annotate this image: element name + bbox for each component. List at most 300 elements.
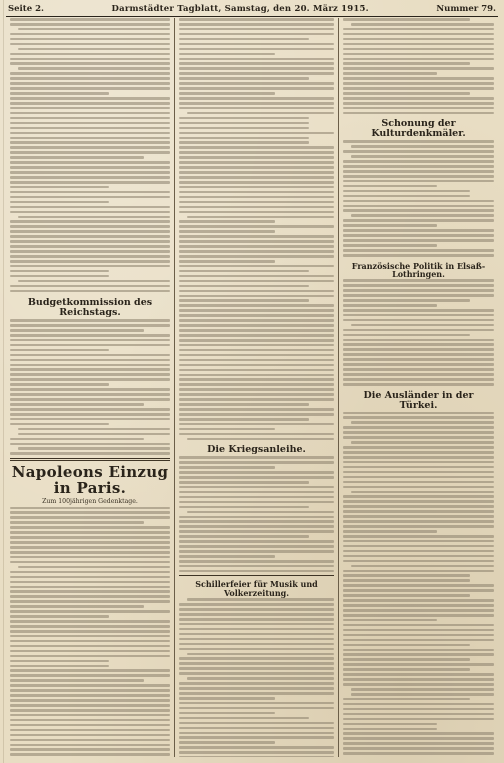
text-line bbox=[10, 137, 170, 140]
text-line bbox=[343, 614, 494, 617]
text-line bbox=[343, 530, 437, 533]
text-line bbox=[179, 471, 334, 474]
text-line bbox=[343, 555, 494, 558]
text-line bbox=[179, 127, 309, 130]
text-line bbox=[343, 339, 494, 342]
text-line bbox=[343, 363, 494, 366]
text-line bbox=[10, 665, 109, 668]
text-line bbox=[187, 653, 334, 656]
text-line bbox=[343, 378, 494, 381]
text-line bbox=[179, 525, 334, 528]
text-line bbox=[10, 729, 170, 732]
text-line bbox=[179, 324, 334, 327]
text-line bbox=[179, 206, 334, 209]
text-line bbox=[179, 304, 334, 307]
text-line bbox=[343, 545, 494, 548]
text-line bbox=[10, 536, 170, 539]
text-line bbox=[10, 235, 170, 238]
text-line bbox=[343, 629, 494, 632]
text-line bbox=[179, 295, 334, 298]
text-line bbox=[10, 18, 170, 21]
column-1-text-top bbox=[10, 18, 170, 292]
column-1-text-mid bbox=[10, 319, 170, 455]
text-line bbox=[179, 82, 334, 85]
text-line bbox=[343, 495, 494, 498]
column-2 bbox=[174, 18, 338, 757]
text-line bbox=[10, 23, 170, 26]
text-line bbox=[343, 584, 494, 587]
text-line bbox=[10, 645, 170, 648]
text-line bbox=[343, 456, 494, 459]
text-line bbox=[10, 240, 170, 243]
text-line bbox=[10, 225, 170, 228]
text-line bbox=[179, 58, 334, 61]
text-line bbox=[10, 660, 109, 663]
text-line bbox=[179, 378, 334, 381]
text-line bbox=[18, 428, 170, 431]
text-line bbox=[10, 196, 170, 199]
column-1 bbox=[6, 18, 174, 757]
text-line bbox=[179, 132, 334, 135]
napoleon-heading: Napoleons Einzug in Paris. bbox=[11, 463, 169, 497]
text-line bbox=[10, 655, 170, 658]
text-line bbox=[343, 678, 494, 681]
text-line bbox=[343, 353, 494, 356]
text-line bbox=[10, 230, 170, 233]
text-line bbox=[10, 97, 170, 100]
text-line bbox=[343, 224, 437, 227]
column-3-text-top bbox=[343, 18, 494, 114]
text-line bbox=[179, 186, 334, 189]
text-line bbox=[179, 618, 334, 621]
text-line bbox=[10, 58, 170, 61]
text-line bbox=[179, 319, 334, 322]
text-line bbox=[10, 724, 170, 727]
text-line bbox=[10, 595, 170, 598]
text-line bbox=[10, 250, 170, 253]
text-line bbox=[10, 285, 170, 288]
text-line bbox=[10, 423, 109, 426]
text-line bbox=[10, 107, 170, 110]
text-line bbox=[343, 653, 494, 656]
text-line bbox=[179, 722, 334, 725]
text-line bbox=[10, 689, 170, 692]
text-line bbox=[179, 712, 275, 715]
text-line bbox=[179, 280, 334, 283]
text-line bbox=[179, 102, 334, 105]
text-line bbox=[10, 151, 170, 154]
text-line bbox=[179, 736, 334, 739]
text-line bbox=[343, 368, 494, 371]
text-line bbox=[179, 137, 309, 140]
text-line bbox=[351, 565, 494, 568]
text-line bbox=[343, 150, 494, 153]
text-line bbox=[343, 461, 494, 464]
text-line bbox=[179, 309, 334, 312]
text-line bbox=[343, 500, 494, 503]
text-line bbox=[179, 383, 334, 386]
text-line bbox=[10, 77, 170, 80]
kriegsanleihe-heading: Die Kriegsanleihe. bbox=[207, 444, 306, 456]
text-line bbox=[10, 364, 170, 367]
text-line bbox=[179, 657, 334, 660]
text-line bbox=[343, 412, 494, 415]
text-line bbox=[343, 510, 494, 513]
text-line bbox=[179, 92, 275, 95]
text-line bbox=[187, 112, 334, 115]
text-line bbox=[179, 388, 334, 391]
napoleon-subheading: Zum 100jährigen Gedenktage. bbox=[42, 497, 138, 505]
text-line bbox=[343, 481, 494, 484]
text-line bbox=[10, 181, 170, 184]
text-line bbox=[10, 324, 170, 327]
text-line bbox=[351, 688, 494, 691]
text-line bbox=[179, 476, 334, 479]
text-line bbox=[179, 211, 334, 214]
text-line bbox=[10, 112, 170, 115]
text-line bbox=[10, 556, 170, 559]
text-line bbox=[179, 166, 334, 169]
text-line bbox=[10, 206, 170, 209]
text-line bbox=[343, 579, 470, 582]
text-line bbox=[179, 201, 334, 204]
text-line bbox=[179, 662, 334, 665]
text-line bbox=[10, 359, 170, 362]
text-line bbox=[10, 541, 170, 544]
newspaper-dateline: Darmstädter Tagblatt, Samstag, den 20. März 1915. bbox=[111, 4, 369, 14]
text-line bbox=[343, 107, 494, 110]
text-line bbox=[179, 285, 309, 288]
text-line bbox=[343, 609, 494, 612]
text-line bbox=[343, 649, 494, 652]
text-line bbox=[351, 441, 494, 444]
text-line bbox=[343, 619, 437, 622]
text-line bbox=[179, 746, 334, 749]
text-line bbox=[18, 433, 170, 436]
column-2-text-bottom bbox=[179, 598, 334, 757]
text-line bbox=[343, 540, 494, 543]
text-line bbox=[179, 122, 309, 125]
text-line bbox=[179, 707, 334, 710]
text-line bbox=[10, 408, 170, 411]
text-line bbox=[18, 566, 170, 569]
text-line bbox=[343, 175, 494, 178]
column-3 bbox=[338, 18, 498, 757]
text-line bbox=[343, 77, 494, 80]
auslaender-heading: Die Ausländer in der Türkei. bbox=[363, 389, 474, 411]
text-line bbox=[179, 628, 334, 631]
text-line bbox=[179, 545, 334, 548]
text-line bbox=[179, 418, 309, 421]
text-line bbox=[343, 102, 494, 105]
text-line bbox=[10, 62, 170, 65]
page-number: Seite 2. bbox=[8, 4, 44, 14]
text-line bbox=[179, 702, 334, 705]
text-line bbox=[351, 23, 494, 26]
text-line bbox=[179, 520, 334, 523]
text-line bbox=[351, 324, 494, 327]
text-line bbox=[343, 737, 494, 740]
text-line bbox=[343, 383, 494, 386]
text-line bbox=[343, 560, 494, 563]
text-line bbox=[10, 521, 144, 524]
text-line bbox=[179, 623, 334, 626]
text-line bbox=[179, 171, 334, 174]
text-line bbox=[10, 117, 170, 120]
text-line bbox=[179, 369, 334, 372]
text-line bbox=[343, 309, 494, 312]
text-line bbox=[179, 18, 334, 21]
text-line bbox=[343, 170, 494, 173]
text-line bbox=[179, 648, 334, 651]
text-line bbox=[343, 525, 494, 528]
text-line bbox=[343, 205, 494, 208]
text-line bbox=[179, 687, 334, 690]
text-line bbox=[10, 245, 170, 248]
text-line bbox=[10, 38, 170, 41]
text-line bbox=[179, 516, 334, 519]
text-line bbox=[10, 220, 170, 223]
text-line bbox=[10, 186, 109, 189]
text-line bbox=[343, 244, 437, 247]
text-line bbox=[10, 714, 170, 717]
text-line bbox=[179, 638, 334, 641]
text-line bbox=[10, 586, 170, 589]
text-line bbox=[179, 732, 334, 735]
text-line bbox=[10, 507, 170, 510]
text-line bbox=[179, 225, 334, 228]
text-line bbox=[179, 344, 334, 347]
text-line bbox=[18, 280, 170, 283]
text-line bbox=[343, 431, 494, 434]
text-line bbox=[343, 195, 470, 198]
text-line bbox=[343, 599, 494, 602]
text-line bbox=[343, 294, 494, 297]
text-line bbox=[10, 171, 170, 174]
text-line bbox=[343, 663, 494, 666]
column-1-text-bottom bbox=[10, 507, 170, 758]
text-line bbox=[343, 348, 494, 351]
text-line bbox=[10, 748, 170, 751]
text-line bbox=[343, 451, 494, 454]
text-line bbox=[343, 550, 494, 553]
text-line bbox=[10, 739, 170, 742]
text-line bbox=[10, 753, 170, 756]
text-line bbox=[179, 97, 334, 100]
text-line bbox=[343, 43, 494, 46]
text-line bbox=[343, 713, 494, 716]
text-line bbox=[343, 658, 470, 661]
text-line bbox=[10, 102, 170, 105]
text-line bbox=[179, 491, 334, 494]
text-line bbox=[343, 747, 494, 750]
text-line bbox=[179, 77, 309, 80]
text-line bbox=[10, 744, 170, 747]
text-line bbox=[10, 443, 170, 446]
text-line bbox=[179, 570, 334, 573]
text-line bbox=[179, 603, 334, 606]
text-line bbox=[343, 289, 494, 292]
text-line bbox=[179, 235, 334, 238]
text-line bbox=[10, 127, 170, 130]
text-line bbox=[10, 635, 170, 638]
text-line bbox=[179, 176, 334, 179]
text-line bbox=[179, 220, 275, 223]
text-line bbox=[18, 447, 170, 450]
text-line bbox=[343, 358, 494, 361]
text-line bbox=[343, 728, 437, 731]
text-line bbox=[179, 501, 334, 504]
text-line bbox=[179, 672, 334, 675]
text-line bbox=[343, 209, 494, 212]
text-line bbox=[10, 344, 170, 347]
text-line bbox=[179, 540, 334, 543]
text-line bbox=[343, 190, 470, 193]
text-line bbox=[179, 141, 309, 144]
text-line bbox=[343, 742, 494, 745]
text-line bbox=[10, 33, 170, 36]
text-line bbox=[10, 122, 170, 125]
text-line bbox=[343, 234, 494, 237]
text-line bbox=[10, 709, 170, 712]
text-line bbox=[343, 304, 437, 307]
text-line bbox=[18, 48, 170, 51]
text-line bbox=[179, 643, 334, 646]
text-line bbox=[343, 515, 494, 518]
text-line bbox=[179, 270, 309, 273]
section-divider bbox=[10, 458, 170, 461]
text-line bbox=[343, 314, 494, 317]
text-line bbox=[179, 339, 334, 342]
text-line bbox=[10, 551, 170, 554]
text-line bbox=[343, 673, 494, 676]
text-line bbox=[179, 413, 334, 416]
text-line bbox=[10, 388, 170, 391]
text-line bbox=[179, 146, 334, 149]
text-line bbox=[10, 260, 170, 263]
text-line bbox=[343, 416, 494, 419]
text-line bbox=[179, 151, 334, 154]
text-line bbox=[343, 33, 494, 36]
text-line bbox=[343, 48, 494, 51]
text-line bbox=[343, 520, 494, 523]
budget-heading: Budgetkommission des Reichstags. bbox=[27, 297, 153, 319]
text-line bbox=[343, 343, 494, 346]
text-line bbox=[343, 254, 494, 257]
text-line bbox=[179, 565, 334, 568]
text-line bbox=[343, 698, 470, 701]
text-line bbox=[10, 82, 170, 85]
text-line bbox=[343, 112, 494, 115]
text-line bbox=[179, 456, 334, 459]
text-line bbox=[10, 275, 109, 278]
text-line bbox=[10, 605, 144, 608]
text-line bbox=[10, 349, 109, 352]
text-line bbox=[343, 723, 437, 726]
text-line bbox=[10, 201, 109, 204]
text-line bbox=[10, 679, 144, 682]
text-line bbox=[10, 704, 170, 707]
text-line bbox=[10, 403, 144, 406]
text-line bbox=[343, 486, 494, 489]
column-3-text-2 bbox=[343, 140, 494, 256]
text-line bbox=[10, 674, 170, 677]
text-line bbox=[10, 72, 170, 75]
text-line bbox=[179, 314, 334, 317]
text-line bbox=[10, 141, 170, 144]
text-line bbox=[10, 398, 170, 401]
text-line bbox=[351, 421, 494, 424]
text-line bbox=[179, 245, 334, 248]
text-line bbox=[343, 570, 494, 573]
text-line bbox=[343, 624, 494, 627]
text-line bbox=[10, 438, 144, 441]
text-line bbox=[343, 634, 494, 637]
text-line bbox=[10, 640, 170, 643]
text-line bbox=[179, 87, 334, 90]
text-line bbox=[10, 43, 170, 46]
text-line bbox=[179, 260, 275, 263]
text-line bbox=[343, 62, 470, 65]
text-line bbox=[10, 581, 170, 584]
text-line bbox=[18, 216, 170, 219]
fold-line bbox=[3, 0, 4, 763]
text-line bbox=[10, 615, 109, 618]
text-line bbox=[179, 275, 334, 278]
text-line bbox=[10, 354, 170, 357]
text-line bbox=[343, 53, 494, 56]
text-line bbox=[10, 393, 170, 396]
text-line bbox=[18, 28, 170, 31]
text-line bbox=[10, 511, 170, 514]
masthead bbox=[6, 4, 498, 17]
text-line bbox=[179, 608, 334, 611]
text-line bbox=[179, 374, 334, 377]
text-line bbox=[343, 446, 494, 449]
text-line bbox=[351, 155, 494, 158]
text-line bbox=[179, 613, 334, 616]
text-line bbox=[343, 92, 470, 95]
column-2-text-top bbox=[179, 18, 334, 440]
text-line bbox=[343, 329, 494, 332]
text-line bbox=[179, 265, 334, 268]
text-line bbox=[10, 166, 170, 169]
text-line bbox=[179, 555, 275, 558]
text-line bbox=[10, 413, 170, 416]
text-line bbox=[343, 604, 494, 607]
text-line bbox=[179, 408, 334, 411]
text-line bbox=[10, 211, 170, 214]
text-line bbox=[179, 250, 334, 253]
text-line bbox=[10, 270, 109, 273]
text-line bbox=[10, 329, 144, 332]
text-line bbox=[179, 550, 334, 553]
text-line bbox=[343, 732, 494, 735]
text-line bbox=[343, 82, 494, 85]
text-line bbox=[179, 364, 334, 367]
text-line bbox=[179, 359, 334, 362]
text-line bbox=[343, 319, 494, 322]
text-line bbox=[10, 87, 170, 90]
text-line bbox=[179, 496, 334, 499]
text-line bbox=[187, 677, 334, 680]
text-line bbox=[343, 87, 494, 90]
text-line bbox=[10, 132, 170, 135]
text-line bbox=[343, 476, 494, 479]
text-line bbox=[179, 38, 309, 41]
text-line bbox=[179, 72, 334, 75]
text-line bbox=[10, 452, 170, 455]
